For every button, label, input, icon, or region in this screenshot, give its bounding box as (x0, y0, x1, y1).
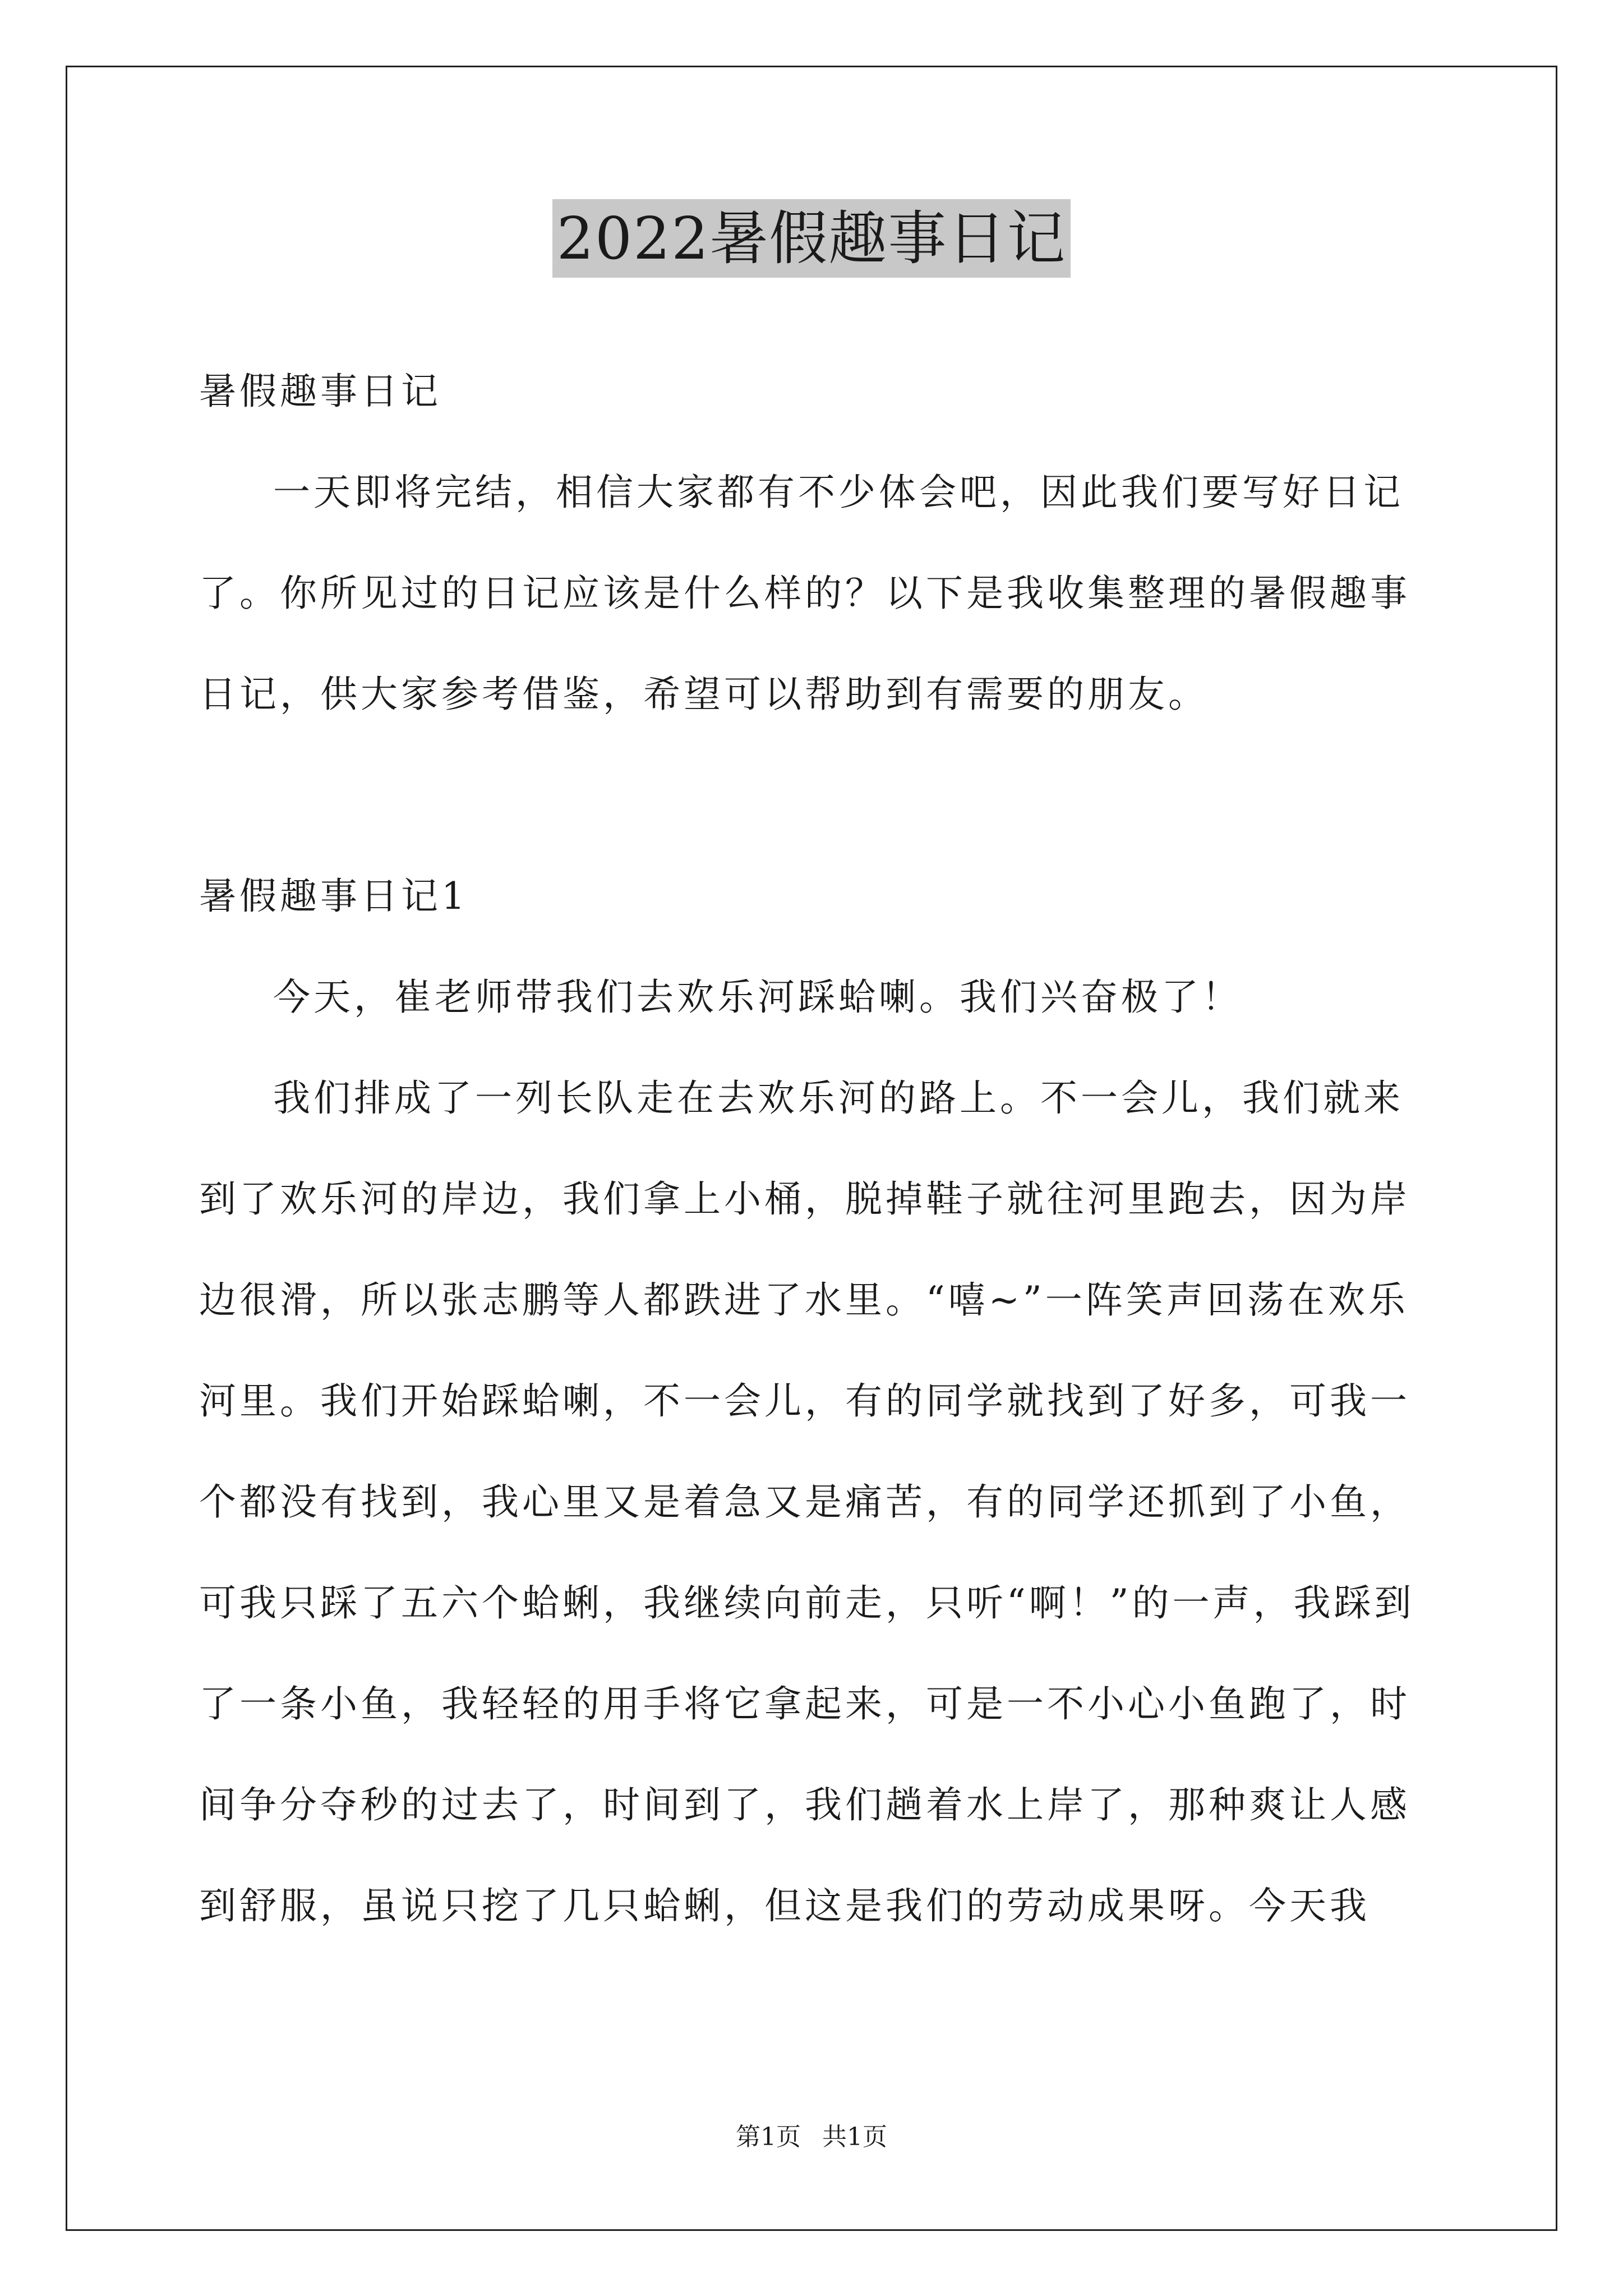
section-heading: 暑假趣事日记1 (199, 875, 468, 918)
page-footer (0, 2120, 1623, 2154)
total-pages: 共1页 (822, 2123, 887, 2151)
intro-paragraph: 一天即将完结，相信大家都有不少体会吧，因此我们要写好日记了。你所见过的日记应该是什么样的？以下是我收集整理的暑假趣事日记，供大家参考借鉴，希望可以帮助到有需要的朋友。 (199, 471, 1410, 716)
section-paragraph-2: 我们排成了一列长队走在去欢乐河的路上。不一会儿，我们就来到了欢乐河的岸边，我们拿上小桶，脱掉鞋子就往河里跑去，因为岸边很滑，所以张志鹏等人都跌进了水里。“嘻~”一阵笑声回荡在欢乐河里。我们开始踩蛤喇，不一会儿，有的同学就找到了好多，可我一个都没有找到，我心里又是着急又是痛苦，有的同学还抓到了小鱼，可我只踩了五六个蛤蜊，我继续向前走，只听“啊！”的一声，我踩到了一条小鱼，我轻轻的用手将它拿起来，可是一不小心小鱼跑了，时间争分夺秒的过去了，时间到了，我们趟着水上岸了，那种爽让人感到舒服，虽说只挖了几只蛤蜊，但这是我们的劳动成果呀。今天我 (199, 1076, 1415, 1927)
section-paragraph-1: 今天，崔老师带我们去欢乐河踩蛤喇。我们兴奋极了！ (273, 976, 1242, 1019)
document-body (199, 341, 1433, 1957)
subtitle: 暑假趣事日记 (199, 370, 441, 413)
page-title: 2022暑假趣事日记 (552, 199, 1071, 278)
title-container (0, 199, 1623, 278)
page-number: 第1页 (736, 2123, 801, 2151)
paragraph-gap (199, 745, 1433, 846)
